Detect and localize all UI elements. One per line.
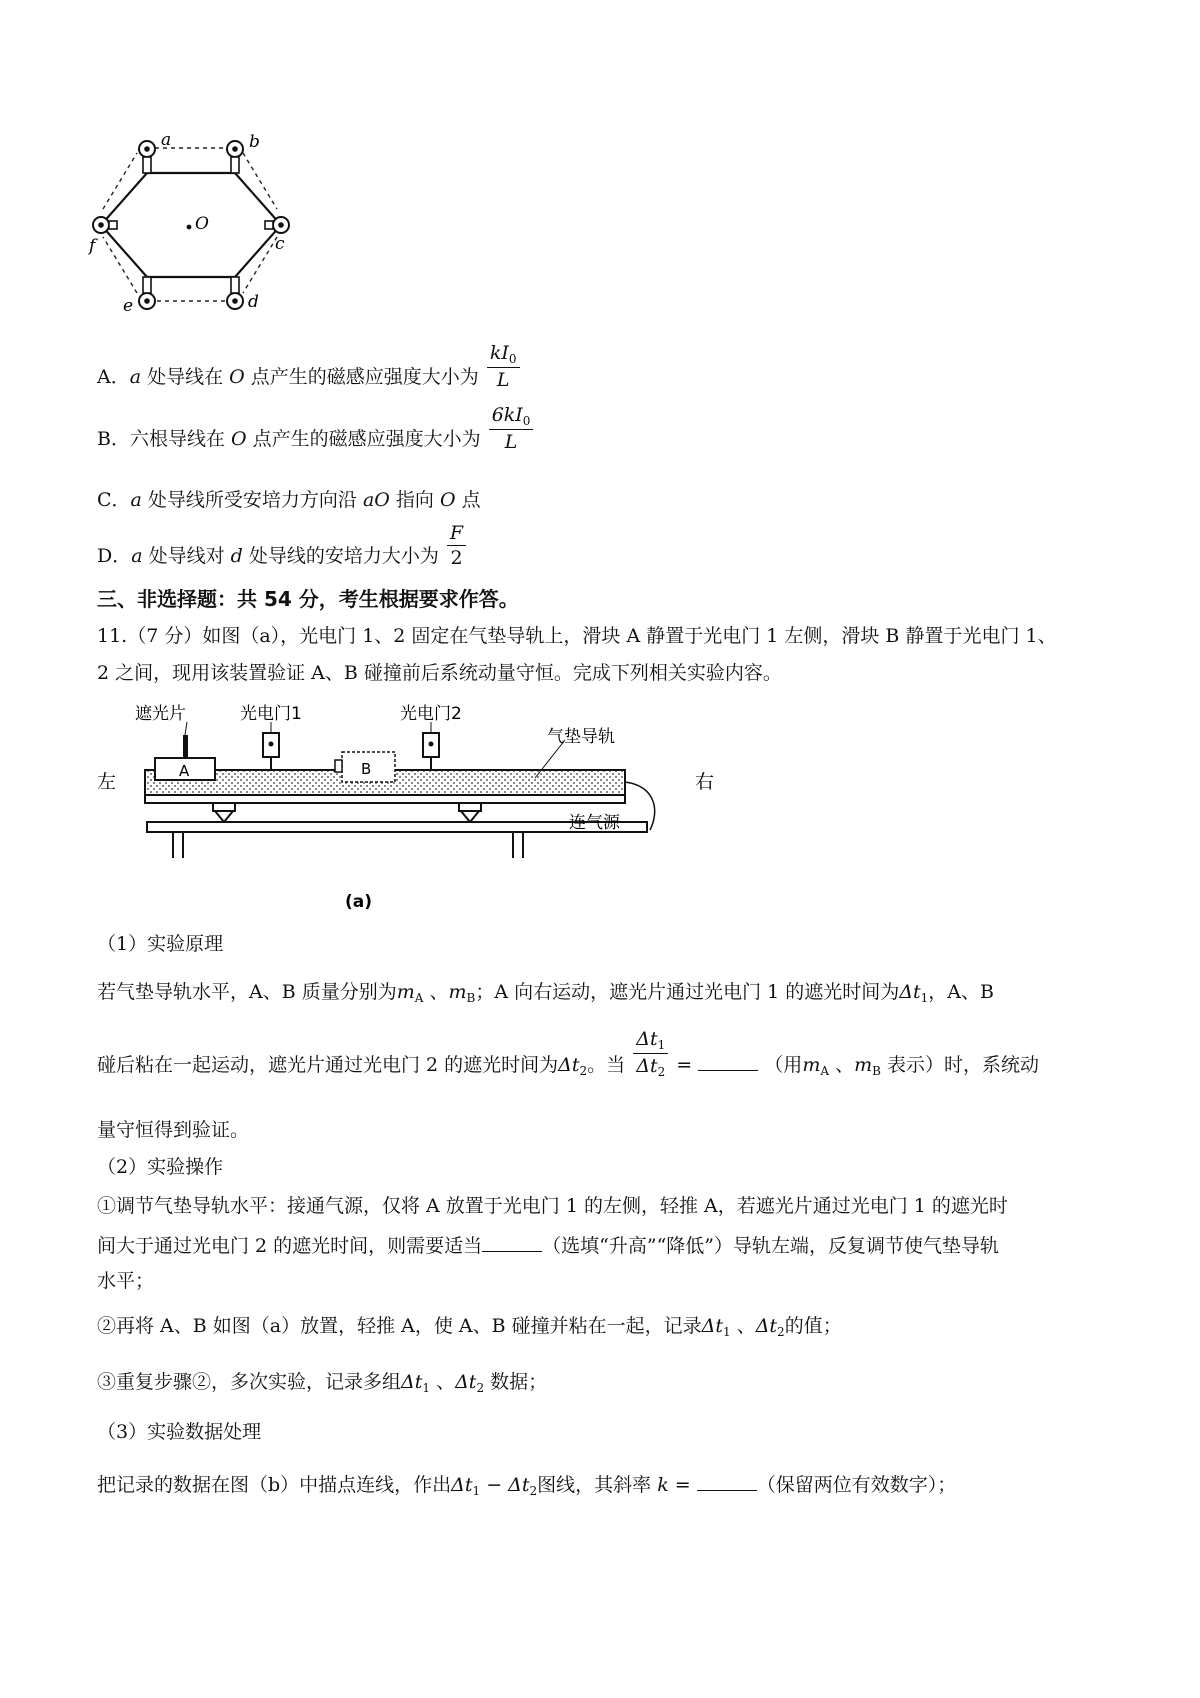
part2-step2: ②再将 A、B 如图（a）放置，轻推 A，使 A、B 碰撞并粘在一起，记录$\Delta t_1$ 、$\Delta t_2$的值； bbox=[97, 1315, 842, 1339]
hex-label-e: e bbox=[123, 296, 134, 316]
part2-step1-line-1: ①调节气垫导轨水平：接通气源，仅将 A 放置于光电门 1 的左侧，轻推 A，若遮光片通过光电门 1 的遮光时 bbox=[97, 1195, 1008, 1217]
label-gate-1: 光电门1 bbox=[240, 704, 302, 724]
part1-line-2: 碰后粘在一起运动，遮光片通过光电门 2 的遮光时间为$\Delta t_2$。当 $\frac{\Delta t_1}{\Delta t_2}$ = （用$m_A$ 、$m_B$ 表示）时，系统动 bbox=[97, 1028, 1039, 1079]
hex-label-a: a bbox=[161, 130, 172, 150]
section-3-title: 三、非选择题：共 54 分，考生根据要求作答。 bbox=[97, 587, 519, 611]
option-d: D．a 处导线对 d 处导线的安培力大小为 $\frac{F}{2}$ bbox=[97, 546, 468, 568]
fraction-dt1-over-dt2: $\frac{\Delta t_1}{\Delta t_2}$ bbox=[633, 1030, 668, 1078]
label-air-track: 气垫导轨 bbox=[547, 727, 615, 747]
block-b-label: B bbox=[361, 760, 372, 778]
q11-line-1: 11.（7 分）如图（a），光电门 1、2 固定在气垫导轨上，滑块 A 静置于光电门 1 左侧，滑块 B 静置于光电门 1、 bbox=[97, 625, 1057, 647]
fraction-kI0-over-L: $\frac{kI_0}{L}$ bbox=[487, 344, 520, 390]
hexagon-wire-figure bbox=[85, 125, 300, 325]
part1-title: （1）实验原理 bbox=[97, 933, 224, 955]
answer-blank-slope[interactable] bbox=[697, 1473, 757, 1491]
figure-a-caption: (a) bbox=[345, 892, 373, 912]
option-c: C．a 处导线所受安培力方向沿 aO 指向 O 点 bbox=[97, 489, 481, 511]
part3-line-1: 把记录的数据在图（b）中描点连线，作出$\Delta t_1 - \Delta t_2$图线，其斜率 k = （保留两位有效数字）； bbox=[97, 1474, 957, 1498]
part1-line-3: 量守恒得到验证。 bbox=[97, 1119, 250, 1141]
option-b: B．六根导线在 O 点产生的磁感应强度大小为 $\frac{6kI_0}{L}$ bbox=[97, 428, 535, 452]
label-gate-2: 光电门2 bbox=[400, 704, 462, 724]
label-right: 右 bbox=[695, 771, 715, 793]
option-a: A．a 处导线在 O 点产生的磁感应强度大小为 $\frac{kI_0}{L}$ bbox=[97, 366, 522, 390]
hex-label-b: b bbox=[249, 132, 260, 152]
part2-step3: ③重复步骤②，多次实验，记录多组$\Delta t_1$ 、$\Delta t_2$ 数据； bbox=[97, 1371, 548, 1395]
block-a-label: A bbox=[179, 762, 190, 780]
q11-line-2: 2 之间，现用该装置验证 A、B 碰撞前后系统动量守恒。完成下列相关实验内容。 bbox=[97, 662, 782, 684]
part3-title: （3）实验数据处理 bbox=[97, 1421, 262, 1443]
answer-blank-adjust[interactable] bbox=[482, 1234, 542, 1252]
hex-label-center: O bbox=[195, 214, 209, 234]
hex-label-f: f bbox=[89, 236, 96, 256]
fraction-6kI0-over-L: $\frac{6kI_0}{L}$ bbox=[489, 406, 534, 452]
hex-label-d: d bbox=[248, 292, 259, 312]
part2-title: （2）实验操作 bbox=[97, 1156, 224, 1178]
part2-step1-line-3: 水平； bbox=[97, 1270, 155, 1292]
answer-blank-ratio[interactable] bbox=[698, 1053, 758, 1071]
label-left: 左 bbox=[97, 771, 117, 793]
fraction-F-over-2: $\frac{F}{2}$ bbox=[447, 524, 466, 568]
label-shutter: 遮光片 bbox=[135, 704, 186, 724]
part1-line-1: 若气垫导轨水平，A、B 质量分别为$m_A$ 、$m_B$；A 向右运动，遮光片通过光电门 1 的遮光时间为$\Delta t_1$，A、B bbox=[97, 981, 994, 1005]
air-track-figure bbox=[95, 700, 735, 920]
hex-label-c: c bbox=[275, 234, 285, 254]
part2-step1-line-2: 间大于通过光电门 2 的遮光时间，则需要适当 （选填“升高”“降低”）导轨左端，反复调节使气垫导轨 bbox=[97, 1235, 1000, 1257]
label-air-source: 连气源 bbox=[569, 813, 620, 833]
